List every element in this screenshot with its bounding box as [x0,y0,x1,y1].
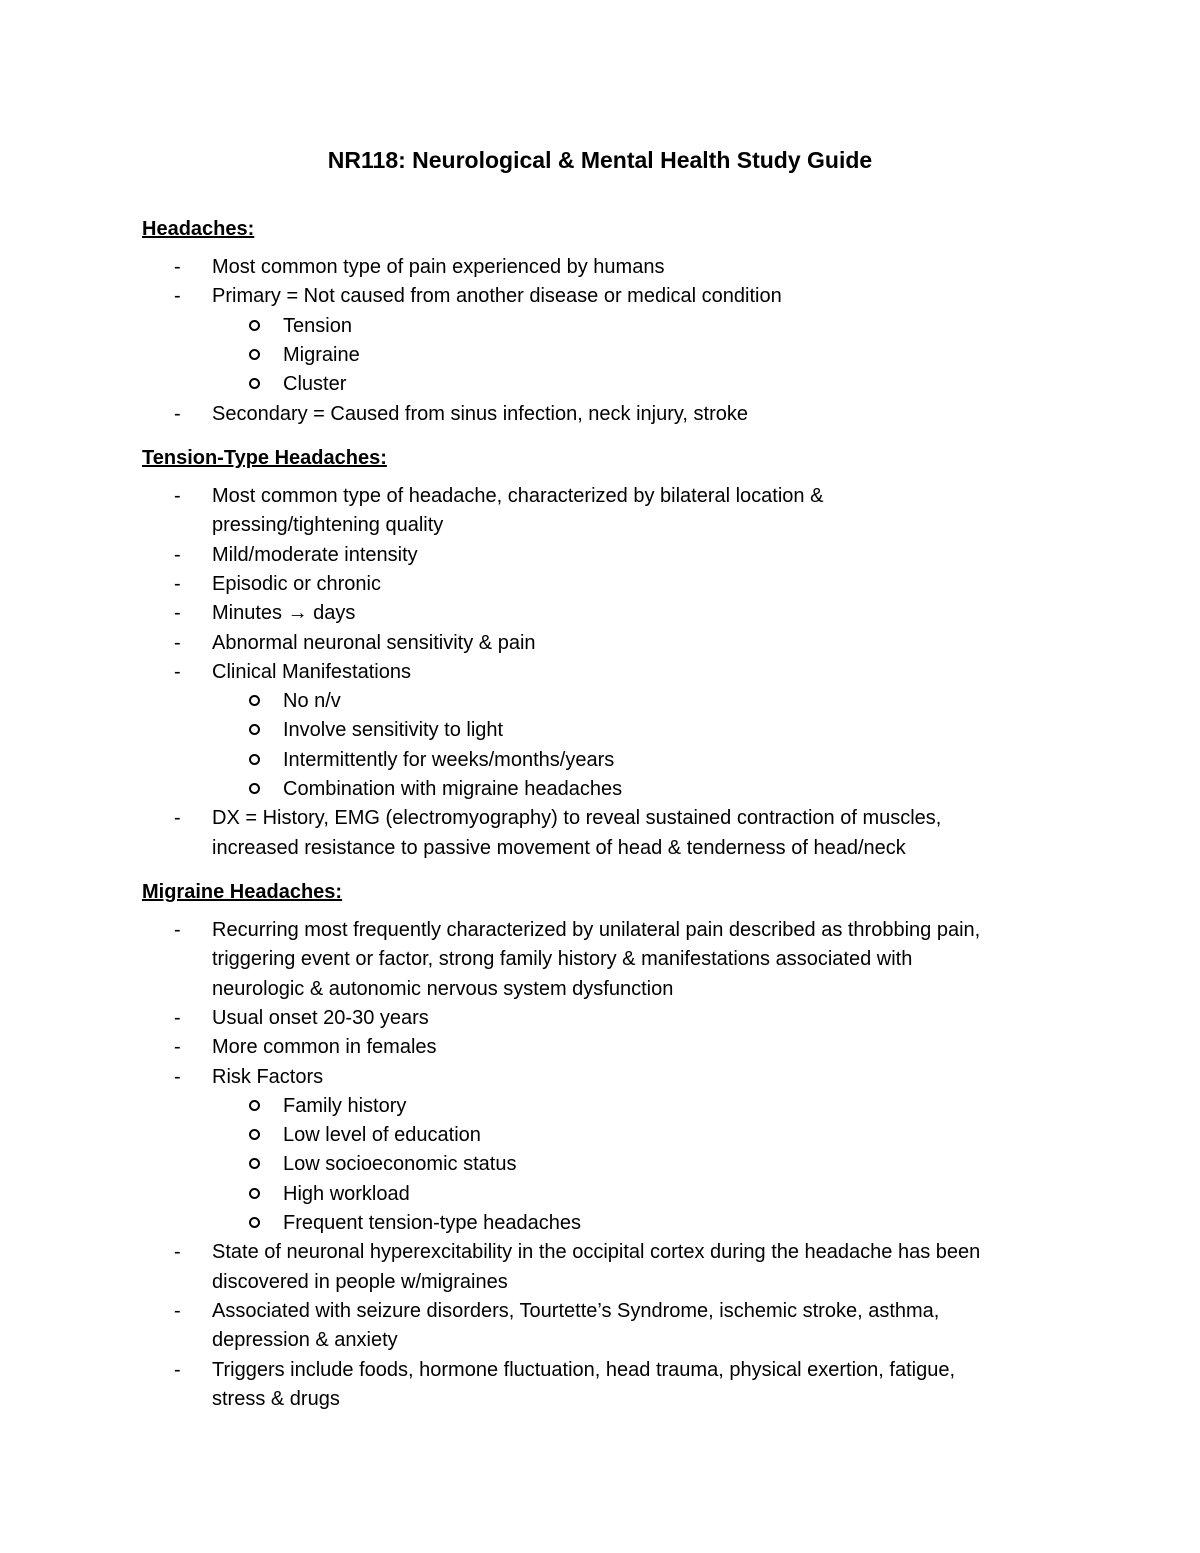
list-item [0,974,1200,1004]
list-item-text: Associated with seizure disorders, Tourtette’s Syndrome, ischemic stroke, asthma, [212,1299,940,1322]
bullet-dash: - [174,1006,181,1029]
sub-list-item [0,369,1200,399]
sub-list-item [0,311,1200,341]
list-item [0,1032,1200,1062]
list-item-text: Mild/moderate intensity [212,543,418,566]
list-item [0,944,1200,974]
list-item [0,540,1200,570]
sub-list-item [0,686,1200,716]
list-item [0,1237,1200,1267]
bullet-dash: - [174,919,181,941]
list-item [0,803,1200,833]
bullet-dash: - [174,1299,181,1322]
page-title: NR118: Neurological & Mental Health Study Guide [327,147,873,173]
list-item-text: High workload [283,1182,410,1205]
sub-list-item [0,745,1200,775]
list-item [0,1267,1200,1297]
list-item [0,598,1200,628]
bullet-dash: - [174,285,181,308]
list-item-text: State of neuronal hyperexcitability in the occipital cortex during the headache has been [212,1241,981,1264]
section-heading: Migraine Headaches: [142,881,343,903]
list-item-text: Family history [283,1094,407,1117]
list-item-text: Migraine [283,343,360,366]
list-item-text: triggering event or factor, strong family history & manifestations associated with [212,948,913,971]
sub-list-item [0,715,1200,745]
circle-bullet-icon [249,349,260,360]
list-item-text: Primary = Not caused from another disease or medical condition [212,285,782,308]
list-item-text: Involve sensitivity to light [283,719,504,742]
bullet-dash: - [174,1036,181,1059]
list-item [0,657,1200,687]
sub-list-item [0,1149,1200,1179]
list-item-text: Most common type of pain experienced by humans [212,256,665,278]
list-item-text: increased resistance to passive movement of head & tenderness of head/neck [212,836,906,859]
sub-list-item [0,1120,1200,1150]
list-item-text: No n/v [283,690,341,713]
list-item [0,281,1200,311]
list-item-text: depression & anxiety [212,1329,398,1352]
circle-bullet-icon [249,1100,260,1111]
list-item [0,481,1200,511]
list-item [0,1062,1200,1092]
circle-bullet-icon [249,378,260,389]
bullet-dash: - [174,631,181,654]
bullet-dash: - [174,1241,181,1264]
list-item [0,833,1200,863]
list-item [0,1325,1200,1355]
list-item-text: DX = History, EMG (electromyography) to reveal sustained contraction of muscles, [212,807,942,830]
list-item-text: Secondary = Caused from sinus infection, neck injury, stroke [212,402,748,425]
bullet-dash: - [174,1065,181,1088]
list-item-text: pressing/tightening quality [212,514,444,537]
sub-list-item [0,1208,1200,1238]
list-item-text: Most common type of headache, characterized by bilateral location & [212,485,824,507]
list-item-text: neurologic & autonomic nervous system dysfunction [212,977,674,1000]
list-item-text: Frequent tension-type headaches [283,1212,581,1234]
list-item [0,399,1200,429]
circle-bullet-icon [249,320,260,331]
circle-bullet-icon [249,1129,260,1140]
circle-bullet-icon [249,724,260,735]
bullet-dash: - [174,660,181,683]
list-item-text: Episodic or chronic [212,572,381,595]
bullet-dash: - [174,602,181,625]
sub-list-item [0,774,1200,804]
list-item-text: stress & drugs [212,1387,340,1410]
list-item-text: Minutes → days [212,602,356,625]
bullet-dash: - [174,543,181,566]
list-item-text: More common in females [212,1036,437,1059]
bullet-dash: - [174,402,181,425]
list-item-text: discovered in people w/migraines [212,1270,508,1293]
list-item [0,915,1200,945]
bullet-dash: - [174,807,181,830]
list-item-text: Risk Factors [212,1065,324,1088]
section-heading: Headaches: [142,218,255,240]
list-item [0,1003,1200,1033]
list-item [0,510,1200,540]
sub-list-item [0,340,1200,370]
bullet-dash: - [174,485,181,507]
list-item-text: Triggers include foods, hormone fluctuation, head trauma, physical exertion, fatigue, [212,1358,956,1381]
list-item-text: Low level of education [283,1124,481,1147]
list-item [0,569,1200,599]
list-item [0,1355,1200,1385]
bullet-dash: - [174,1358,181,1381]
bullet-dash: - [174,256,181,278]
list-item-text: Combination with migraine headaches [283,778,623,800]
bullet-dash: - [174,572,181,595]
list-item-text: Cluster [283,373,347,396]
circle-bullet-icon [249,754,260,765]
sub-list-item [0,1179,1200,1209]
section-heading: Tension-Type Headaches: [142,447,387,469]
list-item-text: Recurring most frequently characterized by unilateral pain described as throbbing pain, [212,919,981,941]
list-item-text: Low socioeconomic status [283,1153,517,1176]
circle-bullet-icon [249,1217,260,1228]
circle-bullet-icon [249,1188,260,1199]
list-item [0,252,1200,282]
sub-list-item [0,1091,1200,1121]
list-item [0,1296,1200,1326]
list-item [0,628,1200,658]
list-item [0,1384,1200,1414]
list-item-text: Tension [283,314,352,337]
circle-bullet-icon [249,783,260,794]
circle-bullet-icon [249,695,260,706]
list-item-text: Clinical Manifestations [212,660,411,683]
list-item-text: Intermittently for weeks/months/years [283,748,615,771]
circle-bullet-icon [249,1158,260,1169]
list-item-text: Abnormal neuronal sensitivity & pain [212,631,536,654]
list-item-text: Usual onset 20-30 years [212,1006,429,1029]
